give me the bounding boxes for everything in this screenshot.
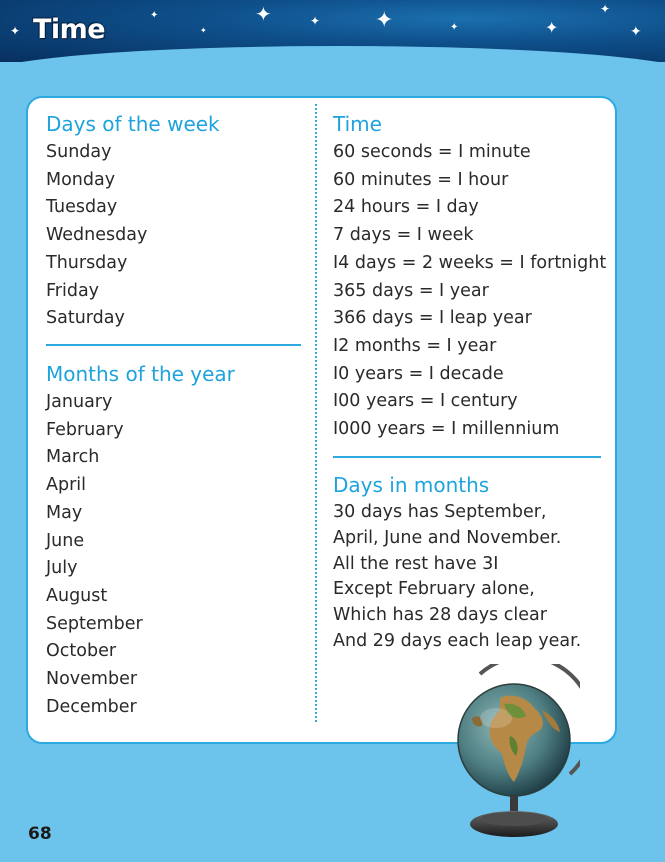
list-item: February (46, 419, 124, 440)
page-number: 68 (28, 824, 52, 844)
list-item: November (46, 669, 138, 690)
days-in-months-heading: Days in months (333, 473, 490, 497)
days-of-week-section (46, 111, 220, 333)
list-item: I000 years = I millennium (333, 419, 560, 440)
list-item: 24 hours = I day (333, 197, 479, 218)
rhyme-line: Which has 28 days clear (333, 605, 547, 626)
section-divider (333, 456, 601, 458)
list-item: 365 days = I year (333, 280, 489, 301)
days-of-week-heading: Days of the week (46, 112, 220, 136)
list-item: 366 days = I leap year (333, 308, 532, 329)
list-item: January (46, 392, 113, 412)
list-item: Monday (46, 169, 116, 190)
list-item: July (46, 558, 78, 579)
list-item: Sunday (46, 142, 112, 162)
list-item: Saturday (46, 308, 125, 329)
star-icon: ✦ (600, 2, 611, 16)
months-heading: Months of the year (46, 362, 235, 386)
star-icon: ✦ (375, 8, 394, 33)
section-divider (46, 344, 301, 346)
rhyme-line: And 29 days each leap year. (333, 630, 582, 651)
list-item: Tuesday (46, 197, 118, 218)
header-wave (0, 46, 665, 62)
list-item: Friday (46, 280, 100, 301)
list-item: December (46, 696, 137, 717)
star-icon: ✦ (150, 10, 159, 21)
rhyme-line: All the rest have 3I (333, 553, 499, 574)
rhyme-line: Except February alone, (333, 579, 535, 600)
star-icon: ✦ (255, 2, 272, 26)
list-item: 60 minutes = I hour (333, 169, 509, 190)
globe-icon (450, 664, 580, 846)
page-title: Time (33, 14, 106, 45)
list-item: September (46, 613, 143, 634)
list-item: May (46, 502, 83, 523)
header-banner (0, 0, 665, 62)
star-icon: ✦ (450, 22, 459, 33)
time-units-section (333, 111, 606, 444)
list-item: October (46, 641, 117, 662)
star-icon: ✦ (630, 24, 642, 40)
list-item: 60 seconds = I minute (333, 142, 531, 162)
list-item: August (46, 585, 108, 606)
list-item: Wednesday (46, 225, 148, 246)
list-item: I4 days = 2 weeks = I fortnight (333, 252, 607, 273)
list-item: I00 years = I century (333, 391, 518, 412)
list-item: I0 years = I decade (333, 363, 504, 384)
time-units-heading: Time (333, 112, 382, 136)
list-item: March (46, 447, 100, 468)
list-item: April (46, 475, 86, 496)
list-item: 7 days = I week (333, 225, 474, 246)
column-divider (315, 104, 317, 722)
list-item: June (46, 530, 85, 551)
star-icon: ✦ (545, 18, 559, 37)
days-in-months-section (333, 472, 581, 655)
list-item: Thursday (46, 252, 128, 273)
star-icon: ✦ (10, 24, 21, 38)
star-icon: ✦ (200, 26, 207, 35)
list-item: I2 months = I year (333, 335, 497, 356)
star-icon: ✦ (310, 14, 321, 28)
rhyme-line: April, June and November. (333, 527, 562, 548)
months-section (46, 361, 235, 721)
rhyme-line: 30 days has September, (333, 502, 547, 522)
